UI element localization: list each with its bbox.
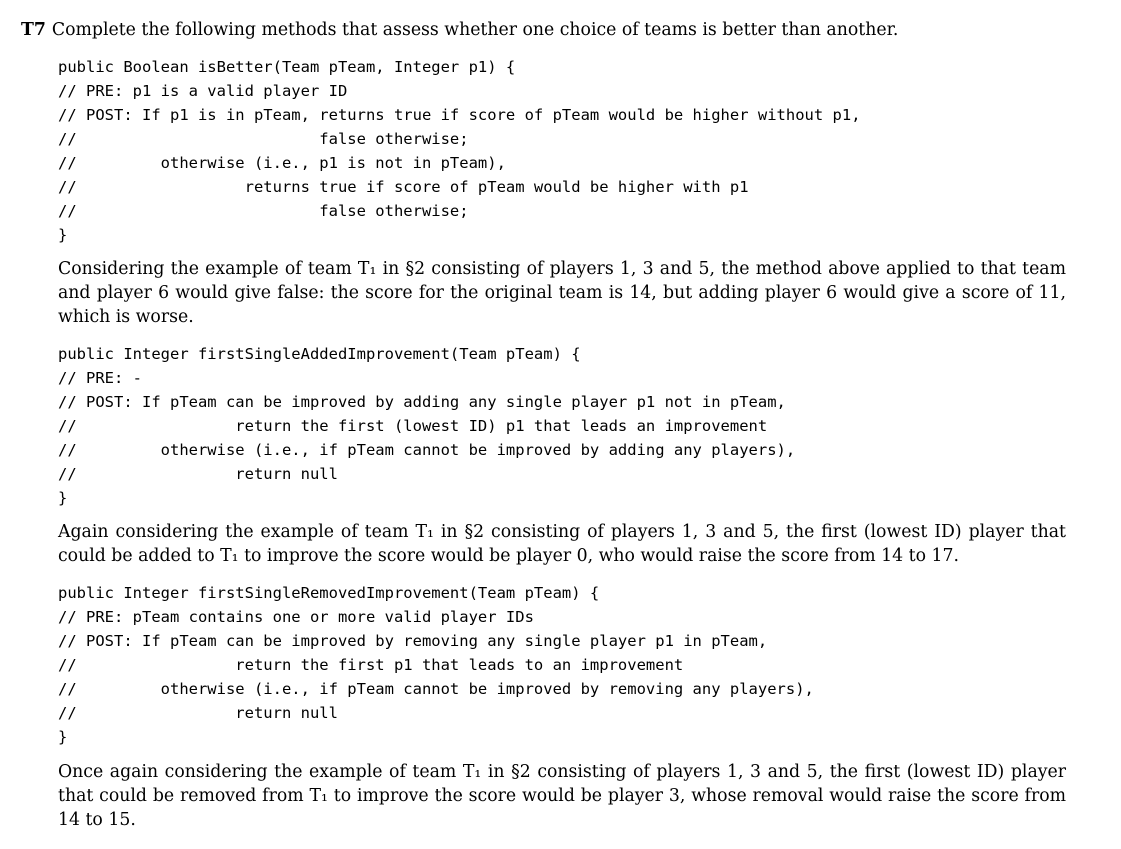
code-line: // return null [58, 704, 338, 722]
code-line: // return the first (lowest ID) p1 that leads an improvement [58, 417, 768, 435]
code-line: public Integer firstSingleAddedImprovement(Team pTeam) { [58, 345, 581, 363]
paragraph-line: Considering the example of team T₁ in §2 consisting of players 1, 3 and 5, the method above applied to that team [58, 259, 1066, 279]
paragraph-line: could be added to T₁ to improve the score would be player 0, who would raise the score from 14 to 17. [58, 546, 959, 566]
code-line: // otherwise (i.e., p1 is not in pTeam), [58, 154, 506, 172]
code-line: // false otherwise; [58, 202, 469, 220]
code-line: // PRE: - [58, 369, 142, 387]
code-block-first-single-removed-improvement [58, 581, 814, 749]
paragraph-line: which is worse. [58, 307, 194, 327]
explanation-first-single-added-improvement [58, 520, 1066, 568]
code-line: } [58, 489, 68, 507]
code-line: // PRE: p1 is a valid player ID [58, 82, 348, 100]
code-line: // POST: If pTeam can be improved by removing any single player p1 in pTeam, [58, 632, 768, 650]
paragraph-line: 14 to 15. [58, 810, 136, 830]
code-line: // POST: If p1 is in pTeam, returns true if score of pTeam would be higher without p1, [58, 106, 861, 124]
paragraph-line: and player 6 would give false: the score for the original team is 14, but adding player 6 would give a score of 11, [58, 283, 1066, 303]
code-line: // PRE: pTeam contains one or more valid player IDs [58, 608, 534, 626]
code-line: // otherwise (i.e., if pTeam cannot be improved by removing any players), [58, 680, 814, 698]
explanation-first-single-removed-improvement [58, 760, 1066, 832]
code-block-is-better [58, 55, 861, 247]
code-line: } [58, 728, 68, 746]
explanation-is-better [58, 257, 1066, 329]
paragraph-line: Once again considering the example of team T₁ in §2 consisting of players 1, 3 and 5, the first (lowest ID) player [58, 762, 1066, 782]
code-line: // returns true if score of pTeam would be higher with p1 [58, 178, 749, 196]
paragraph-line: Again considering the example of team T₁ in §2 consisting of players 1, 3 and 5, the first (lowest ID) player that [58, 522, 1066, 542]
code-line: public Integer firstSingleRemovedImprovement(Team pTeam) { [58, 584, 600, 602]
code-block-first-single-added-improvement [58, 342, 795, 510]
code-line: public Boolean isBetter(Team pTeam, Integer p1) { [58, 58, 516, 76]
task-label: T7 [21, 20, 46, 40]
code-line: } [58, 226, 68, 244]
task-title: Complete the following methods that assess whether one choice of teams is better than another. [51, 20, 899, 40]
code-line: // false otherwise; [58, 130, 469, 148]
task-heading [21, 18, 1101, 42]
code-line: // otherwise (i.e., if pTeam cannot be improved by adding any players), [58, 441, 796, 459]
code-line: // return the first p1 that leads to an improvement [58, 656, 684, 674]
paragraph-line: that could be removed from T₁ to improve the score would be player 3, whose removal would raise the score from [58, 786, 1066, 806]
code-line: // return null [58, 465, 338, 483]
code-line: // POST: If pTeam can be improved by adding any single player p1 not in pTeam, [58, 393, 786, 411]
